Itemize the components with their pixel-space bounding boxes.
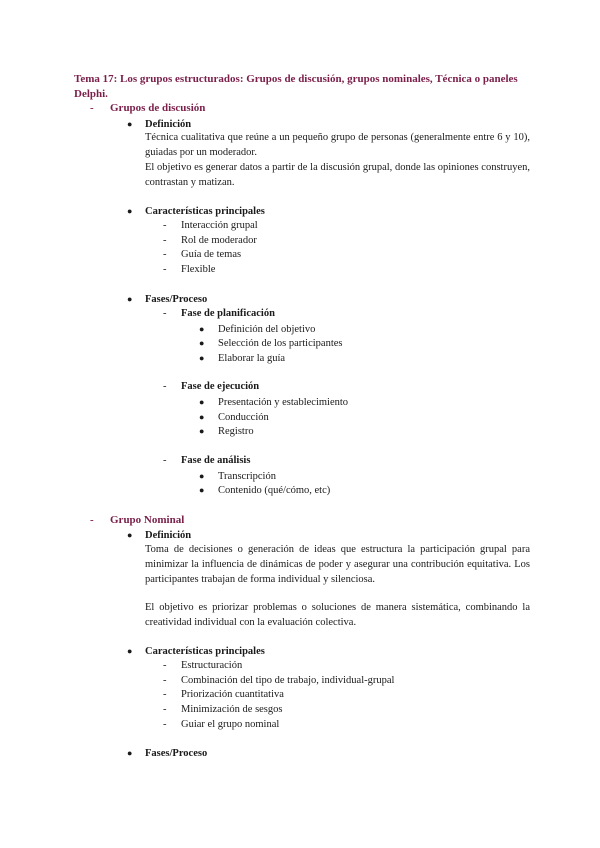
definicion-paragraph-2: El objetivo es priorizar problemas o soluciones de manera sistemática, combinando la creatividad individual con la evaluación colectiva.	[145, 602, 530, 628]
bullet-icon: ●	[127, 119, 133, 129]
bullet-icon: ●	[127, 530, 133, 540]
list-item: - Guía de temas	[163, 249, 242, 260]
list-item: ● Registro	[199, 426, 254, 437]
bullet-definicion-nominal: ● Definición	[127, 530, 192, 541]
fase-planificacion: - Fase de planificación	[163, 308, 275, 319]
list-item: ● Elaborar la guía	[199, 353, 286, 364]
bullet-definicion: ● Definición	[127, 119, 192, 130]
list-item: - Guiar el grupo nominal	[163, 719, 280, 730]
bullet-icon: ●	[127, 206, 133, 216]
list-item: ● Transcripción	[199, 471, 276, 482]
definicion-paragraph-2: El objetivo es generar datos a partir de la discusión grupal, donde las opiniones construyen, contrastan y matizan.	[145, 162, 530, 188]
section-heading-grupos-discusion: - Grupos de discusión	[90, 102, 206, 114]
fase-ejecucion: - Fase de ejecución	[163, 381, 260, 392]
list-item: - Priorización cuantitativa	[163, 689, 284, 700]
bullet-fases-nominal: ● Fases/Proceso	[127, 748, 208, 759]
list-item: - Estructuración	[163, 660, 243, 671]
definicion-paragraph-1: Toma de decisiones o generación de ideas que estructura la participación grupal para minimizar la influencia de dinámicas de poder y asegurar una contribución equitativa. Los participantes trabajan de forma individual y silenciosa.	[145, 544, 530, 585]
list-item: ● Conducción	[199, 412, 269, 423]
section-heading-grupo-nominal: - Grupo Nominal	[90, 514, 185, 526]
bullet-icon: ●	[127, 294, 133, 304]
bullet-icon: ●	[127, 748, 133, 758]
bullet-caracteristicas-nominal: ● Características principales	[127, 646, 265, 657]
list-item: - Minimización de sesgos	[163, 704, 283, 715]
list-item: ● Presentación y establecimiento	[199, 397, 349, 408]
list-item: - Flexible	[163, 264, 216, 275]
list-item: ● Contenido (qué/cómo, etc)	[199, 485, 331, 496]
definicion-paragraph-1: Técnica cualitativa que reúne a un pequeño grupo de personas (generalmente entre 6 y 10), guiadas por un moderador.	[145, 132, 530, 158]
document-title: Tema 17: Los grupos estructurados: Grupos de discusión, grupos nominales, Técnica o paneles Delphi.	[74, 73, 518, 100]
list-item: - Rol de moderador	[163, 235, 257, 246]
fase-analisis: - Fase de análisis	[163, 455, 251, 466]
dash-marker: -	[90, 102, 94, 114]
list-item: ● Definición del objetivo	[199, 324, 316, 335]
list-item: - Interacción grupal	[163, 220, 258, 231]
bullet-fases: ● Fases/Proceso	[127, 294, 208, 305]
dash-marker: -	[90, 514, 94, 526]
list-item: - Combinación del tipo de trabajo, individual-grupal	[163, 675, 395, 686]
bullet-caracteristicas: ● Características principales	[127, 206, 265, 217]
list-item: ● Selección de los participantes	[199, 338, 343, 349]
bullet-icon: ●	[127, 646, 133, 656]
